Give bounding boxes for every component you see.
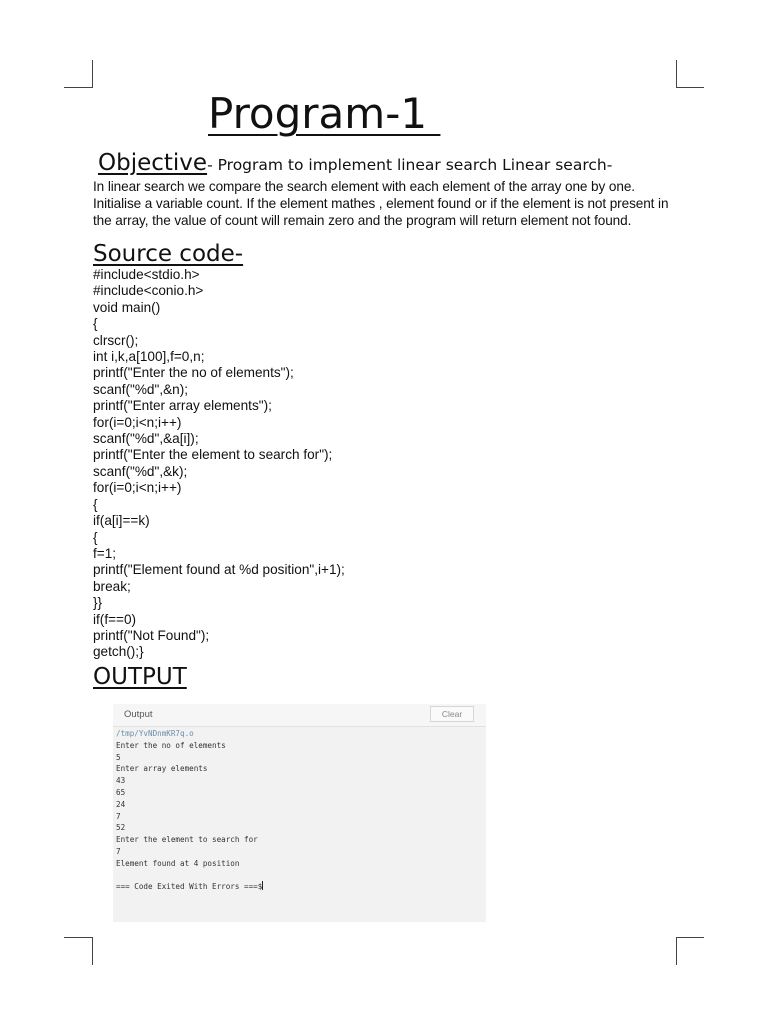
code-line: scanf("%d",&n); xyxy=(93,381,189,397)
crop-mark xyxy=(676,87,704,88)
console-body xyxy=(116,728,263,893)
code-line: clrscr(); xyxy=(93,332,139,348)
code-line: printf("Enter array elements"); xyxy=(93,398,272,414)
code-line: if(a[i]==k) xyxy=(93,513,150,529)
console-line: Enter the no of elements xyxy=(116,740,226,750)
console-line: 65 xyxy=(116,787,126,797)
console-line: 52 xyxy=(116,823,126,833)
objective-line xyxy=(98,150,612,176)
source-code-heading: Source code- xyxy=(93,241,244,267)
code-line: for(i=0;i<n;i++) xyxy=(93,414,182,430)
crop-mark xyxy=(64,937,92,938)
console-header xyxy=(113,704,486,727)
code-line: #include<conio.h> xyxy=(93,283,204,299)
console-line: Enter array elements xyxy=(116,764,208,774)
crop-mark xyxy=(676,937,704,938)
code-line: printf("Enter the no of elements"); xyxy=(93,365,294,381)
code-line: scanf("%d",&k); xyxy=(93,463,188,479)
crop-mark xyxy=(64,87,92,88)
console-path: /tmp/YvNDnmKR7q.o xyxy=(116,729,194,738)
source-code-block xyxy=(93,267,345,661)
description-line: the array, the value of count will remain zero and the program will return element not found. xyxy=(93,213,632,228)
console-line: 24 xyxy=(116,799,126,809)
objective-description xyxy=(93,178,683,229)
console-line: Enter the element to search for xyxy=(116,835,258,845)
console-title: Output xyxy=(124,709,153,720)
output-console xyxy=(113,704,486,922)
console-line: 7 xyxy=(116,846,121,856)
code-line: { xyxy=(93,496,98,512)
code-line: void main() xyxy=(93,299,161,315)
console-line: 43 xyxy=(116,776,126,786)
code-line: f=1; xyxy=(93,545,117,561)
console-line: === Code Exited With Errors ===$ xyxy=(116,882,263,892)
description-line: Initialise a variable count. If the element mathes , element found or if the element is not present in xyxy=(93,196,669,211)
description-line: In linear search we compare the search element with each element of the array one by one. xyxy=(93,179,635,194)
page-title: Program-1 xyxy=(208,89,441,138)
crop-mark xyxy=(676,60,677,88)
crop-mark xyxy=(92,937,93,965)
objective-text: - Program to implement linear search Linear search- xyxy=(207,156,613,174)
output-heading: OUTPUT xyxy=(93,664,187,690)
code-line: { xyxy=(93,316,98,332)
code-line: break; xyxy=(93,578,131,594)
code-line: for(i=0;i<n;i++) xyxy=(93,480,182,496)
code-line: if(f==0) xyxy=(93,611,137,627)
code-line: #include<stdio.h> xyxy=(93,267,200,282)
objective-heading: Objective xyxy=(98,150,208,176)
crop-mark xyxy=(92,60,93,88)
text-cursor xyxy=(262,881,263,890)
code-line: printf("Element found at %d position",i+1); xyxy=(93,562,345,578)
crop-mark xyxy=(676,937,677,965)
console-line: 7 xyxy=(116,811,121,821)
console-line xyxy=(116,870,263,882)
code-line: scanf("%d",&a[i]); xyxy=(93,431,199,447)
code-line: printf("Enter the element to search for"); xyxy=(93,447,333,463)
code-line: int i,k,a[100],f=0,n; xyxy=(93,349,205,365)
clear-button[interactable]: Clear xyxy=(430,706,474,722)
code-line: printf("Not Found"); xyxy=(93,627,210,643)
console-line: Element found at 4 position xyxy=(116,858,240,868)
code-line: getch();} xyxy=(93,644,144,660)
console-line: 5 xyxy=(116,752,121,762)
code-line: }} xyxy=(93,595,103,611)
code-line: { xyxy=(93,529,98,545)
